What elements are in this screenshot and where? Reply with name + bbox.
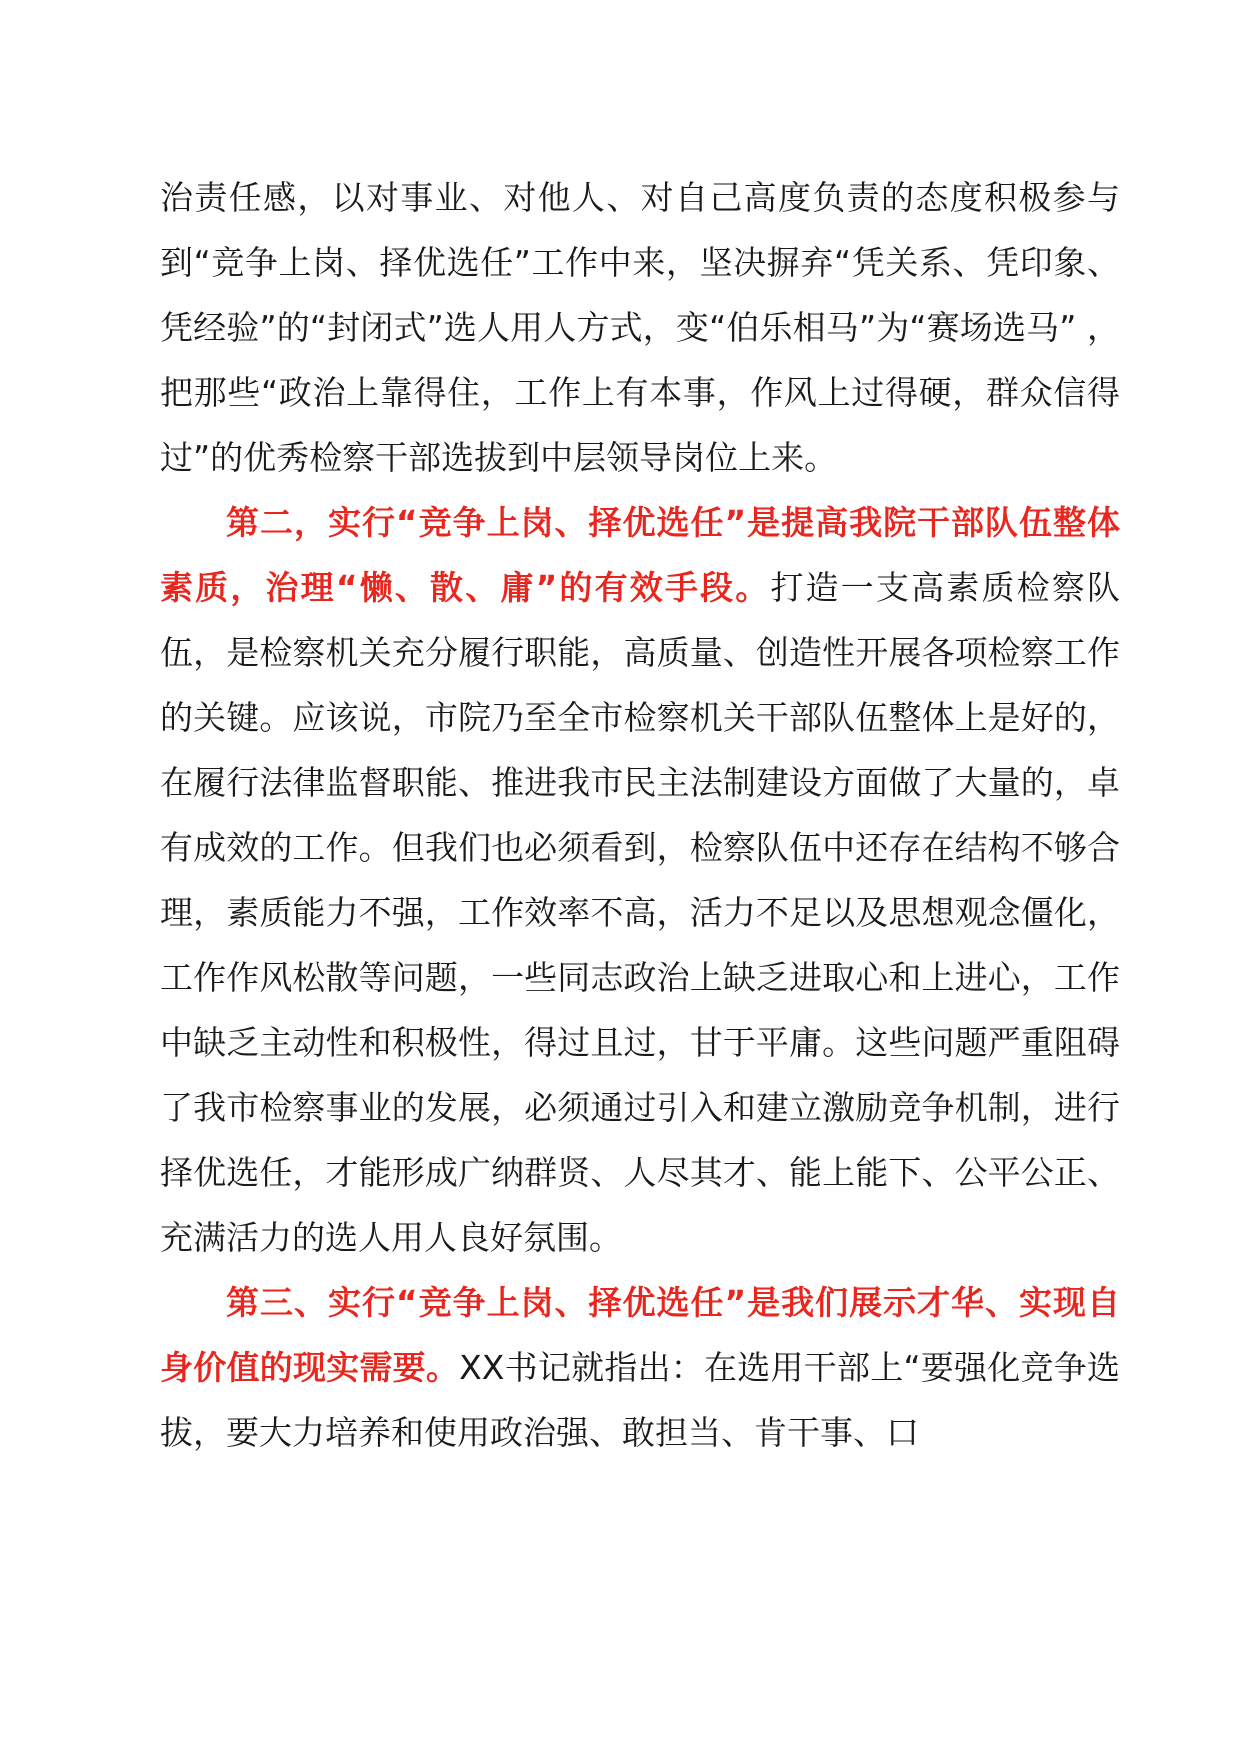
- paragraph-1-text: 治责任感，以对事业、对他人、对自己高度负责的态度积极参与到“竞争上岗、择优选任”工作中来，坚决摒弃“凭关系、凭印象、凭经验”的“封闭式”选人用人方式，变“伯乐相马”为“赛场选马” ，把那些“政治上靠得住，工作上有本事，作风上过得硬，群众信得过”的优秀检察干部选拔到中层领导岗位上来。: [160, 178, 1120, 477]
- document-body: [160, 165, 1120, 1465]
- paragraph-3: [160, 1270, 1120, 1465]
- paragraph-1: [160, 165, 1120, 490]
- paragraph-2: [160, 490, 1120, 1270]
- paragraph-2-text: 打造一支高素质检察队伍，是检察机关充分履行职能，高质量、创造性开展各项检察工作的关键。应该说，市院乃至全市检察机关干部队伍整体上是好的，在履行法律监督职能、推进我市民主法制建设方面做了大量的，卓有成效的工作。但我们也必须看到，检察队伍中还存在结构不够合理，素质能力不强，工作效率不高，活力不足以及思想观念僵化，工作作风松散等问题，一些同志政治上缺乏进取心和上进心，工作中缺乏主动性和积极性，得过且过，甘于平庸。这些问题严重阻碍了我市检察事业的发展，必须通过引入和建立激励竞争机制，进行择优选任，才能形成广纳群贤、人尽其才、能上能下、公平公正、充满活力的选人用人良好氛围。: [160, 568, 1120, 1257]
- paragraph-2-heading: 第二，实行“竞争上岗、择优选任”是提高我院干部队伍整体素质，治理“懒、散、庸”的有效手段。: [160, 503, 1120, 607]
- paragraph-3-heading: 第三、实行“竞争上岗、择优选任”是我们展示才华、实现自身价值的现实需要。: [160, 1283, 1120, 1387]
- paragraph-3-text: XX书记就指出：在选用干部上“要强化竞争选拔，要大力培养和使用政治强、敢担当、肯干事、口: [160, 1348, 1121, 1452]
